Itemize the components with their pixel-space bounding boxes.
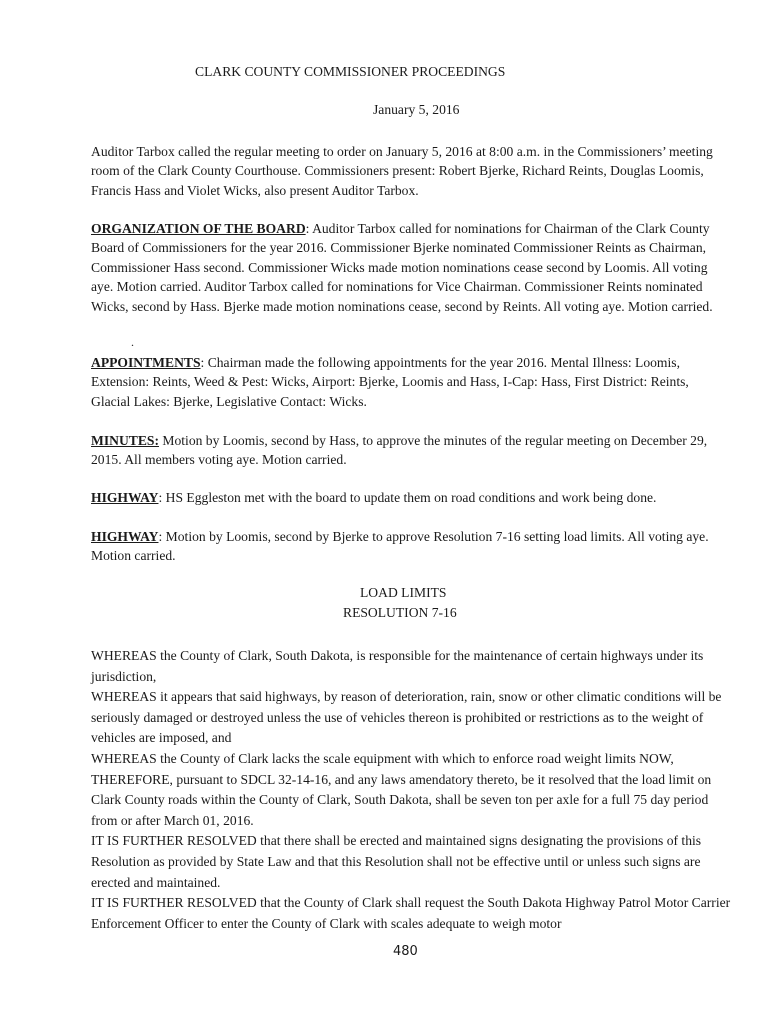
- appointments-paragraph: [91, 353, 731, 411]
- organization-text: : Auditor Tarbox called for nominations for Chairman of the Clark County Board of Commissioners for the year 2016. Commissioner Bjerke nominated Commissioner Reints as Chairman, Commissioner Hass second. Commissioner Wicks made motion nominations cease second by Loomis. All voting aye. Motion carried. Auditor Tarbox called for nominations for Vice Chairman. Commissioner Reints nominated Wicks, second by Hass. Bjerke made motion nominations cease, second by Reints. All voting aye. Motion carried.: [91, 221, 713, 314]
- intro-paragraph: Auditor Tarbox called the regular meeting to order on January 5, 2016 at 8:00 a.m. in the Commissioners’ meeting room of the Clark County Courthouse. Commissioners present: Robert Bjerke, Richard Reints, Douglas Loomis, Francis Hass and Violet Wicks, also present Auditor Tarbox.: [91, 144, 713, 198]
- minutes-paragraph: [91, 431, 731, 470]
- document-title: CLARK COUNTY COMMISSIONER PROCEEDINGS: [195, 64, 506, 79]
- stray-mark: .: [131, 335, 134, 349]
- highway-paragraph-2: [91, 527, 731, 566]
- meeting-date: January 5, 2016: [373, 102, 460, 117]
- appointments-heading: APPOINTMENTS: [91, 355, 201, 370]
- organization-paragraph: [91, 219, 731, 316]
- page-number: 480: [393, 944, 418, 959]
- highway-text-1: : HS Eggleston met with the board to update them on road conditions and work being done.: [158, 490, 657, 505]
- organization-heading: ORGANIZATION OF THE BOARD: [91, 221, 306, 236]
- minutes-heading: MINUTES:: [91, 433, 159, 448]
- resolution-body: WHEREAS the County of Clark, South Dakota, is responsible for the maintenance of certain highways under its jurisdiction, WHEREAS it appears that said highways, by reason of deterioration, rain, snow or other climatic conditions will be seriously damaged or destroyed unless the use of vehicles thereon is prohibited or restrictions as to the weight of vehicles are imposed, and WHEREAS the County of Clark lacks the scale equipment with which to enforce road weight limits NOW, THEREFORE, pursuant to SDCL 32-14-16, and any laws amendatory thereto, be it resolved that the load limit on Clark County roads within the County of Clark, South Dakota, shall be seven ton per axle for a full 75 day period from or after March 01, 2016. IT IS FURTHER RESOLVED that there shall be erected and maintained signs designating the provisions of this Resolution as provided by State Law and that this Resolution shall not be effective until or unless such signs are erected and maintained. IT IS FURTHER RESOLVED that the County of Clark shall request the South Dakota Highway Patrol Motor Carrier Enforcement Officer to enter the County of Clark with scales adequate to weigh motor: [91, 648, 731, 931]
- highway-paragraph-1: [91, 488, 731, 507]
- highway-text-2: : Motion by Loomis, second by Bjerke to approve Resolution 7-16 setting load limits. All voting aye. Motion carried.: [91, 529, 709, 564]
- highway-heading-2: HIGHWAY: [91, 529, 159, 544]
- minutes-text: Motion by Loomis, second by Hass, to approve the minutes of the regular meeting on December 29, 2015. All members voting aye. Motion carried.: [91, 433, 708, 468]
- resolution-title-1: LOAD LIMITS: [360, 585, 447, 600]
- highway-heading-1: HIGHWAY: [91, 490, 159, 505]
- appointments-text: : Chairman made the following appointments for the year 2016. Mental Illness: Loomis, Extension: Reints, Weed & Pest: Wicks, Airport: Bjerke, Loomis and Hass, I-Cap: Hass, First District: Reints, Glacial Lakes: Bjerke, Legislative Contact: Wicks.: [91, 355, 689, 409]
- resolution-title-2: RESOLUTION 7-16: [343, 605, 457, 620]
